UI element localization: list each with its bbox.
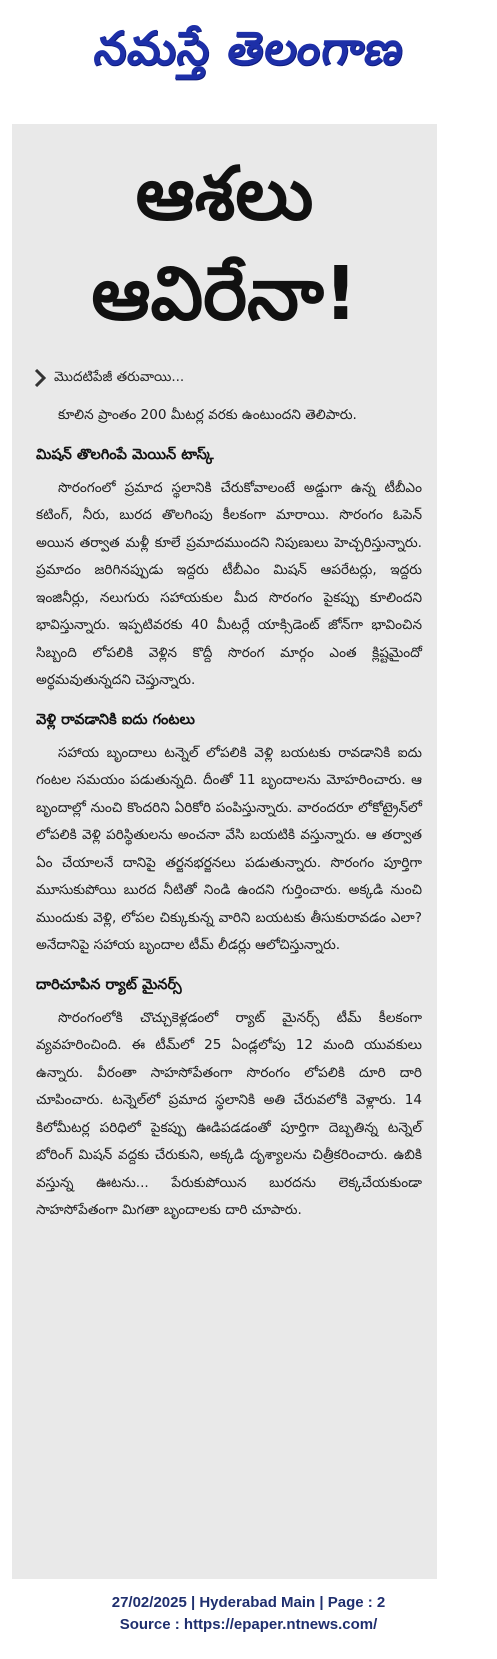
continued-from-text: మొదటిపేజీ తరువాయి...	[54, 368, 185, 385]
masthead	[0, 10, 497, 98]
source-line: Source : https://epaper.ntnews.com/	[119, 1616, 378, 1633]
intro-paragraph: కూలిన ప్రాంతం 200 మీటర్ల వరకు ఉంటుందని తెలిపారు.	[58, 407, 357, 423]
section-text-2: సహాయ బృందాలు టన్నెల్ లోపలికి వెళ్లి బయటకు రావడానికి ఐదు గంటల సమయం పడుతున్నది. దీంతో 11 బృందాలను మోహరించారు. ఆ బృందాల్లో నుంచి కొందరిని ఏరికోరి పంపిస్తున్నారు. వారందరూ లోకోట్రైన్‌లో లోపలికి వెళ్లి పరిస్థితులను అంచనా వేసి బయటికి వస్తున్నారు. ఆ తర్వాత ఏం చేయాలనే దానిపై తర్జనభర్జనలు పడుతున్నారు. సొరంగం పూర్తిగా మూసుకుపోయి బురద నీటితో నిండి ఉందని గుర్తించారు. అక్కడి నుంచి ముందుకు వెళ్లి, లోపల చిక్కుకున్న వారిని బయటకు తీసుకురావడం ఎలా? అనేదానిపై సహాయ బృందాల టీమ్ లీడర్లు ఆలోచిస్తున్నారు.	[36, 744, 422, 953]
section-text-3: సొరంగంలోకి చొచ్చుకెళ్లడంలో ర్యాట్ మైనర్స్ టీమ్ కీలకంగా వ్యవహరించింది. ఈ టీమ్‌లో 25 ఏండ్లలోపు 12 మంది యువకులు ఉన్నారు. వీరంతా సాహసోపేతంగా సొరంగం లోపలికి దూరి దారి చూపించారు. టన్నెల్‌లో ప్రమాద స్థలానికి అతి చేరువలోకి వెళ్లారు. 14 కిలోమీటర్ల పరిధిలో పైకప్పు ఊడిపడడంతో పూర్తిగా దెబ్బతిన్న టన్నెల్ బోరింగ్ మిషన్ వద్దకు చేరుకుని, అక్కడి దృశ్యాలను చిత్రీకరించారు. ఉబికి వస్తున్న ఊటను... పేరుకుపోయిన బురదను లెక్కచేయకుండా సాహసోపేతంగా మిగతా బృందాలకు దారి చూపారు.	[36, 1009, 422, 1218]
section-text-1: సొరంగంలో ప్రమాద స్థలానికి చేరుకోవాలంటే అడ్డుగా ఉన్న టీబీఎం కటింగ్, నీరు, బురద తొలగింపు కీలకంగా మారాయి. సొరంగం ఓపెన్ అయిన తర్వాత మళ్లీ కూలే ప్రమాదముందని నిపుణులు హెచ్చరిస్తున్నారు. ప్రమాదం జరిగినప్పుడు ఇద్దరు టీబీఎం మిషన్ ఆపరేటర్లు, ఇద్దరు ఇంజినీర్లు, నలుగురు సహాయకుల మీద సొరంగం పైకప్పు కూలిందని భావిస్తున్నారు. ఇప్పటివరకు 40 మీటర్లే యాక్సిడెంట్ జోన్‌గా భావించిన సిబ్బంది లోపలికి వెళ్లిన కొద్దీ సొరంగ మార్గం ఎంత క్లిష్టమైందో అర్థమవుతున్నదని చెప్తున్నారు.	[36, 479, 422, 688]
section-heading-2: వెళ్లి రావడానికి ఐదు గంటలు	[36, 711, 195, 728]
chevron-right-icon	[34, 369, 46, 387]
headline	[12, 144, 437, 344]
article-body	[36, 402, 422, 1225]
section-heading-1: మిషన్ తొలగింపే మెయిన్ టాస్క్	[36, 446, 214, 463]
headline-line-1: ఆశలు	[135, 151, 314, 237]
headline-line-2: ఆవిరేనా!	[91, 251, 358, 337]
source-footer	[0, 1592, 497, 1636]
section-heading-3: దారిచూపిన ర్యాట్ మైనర్స్	[36, 976, 182, 993]
edition-line: 27/02/2025 | Hyderabad Main | Page : 2	[111, 1594, 386, 1611]
continued-from-label	[34, 366, 184, 390]
newspaper-logo: నమస్తే తెలంగాణ	[90, 21, 408, 75]
article-clipping	[12, 124, 437, 1579]
